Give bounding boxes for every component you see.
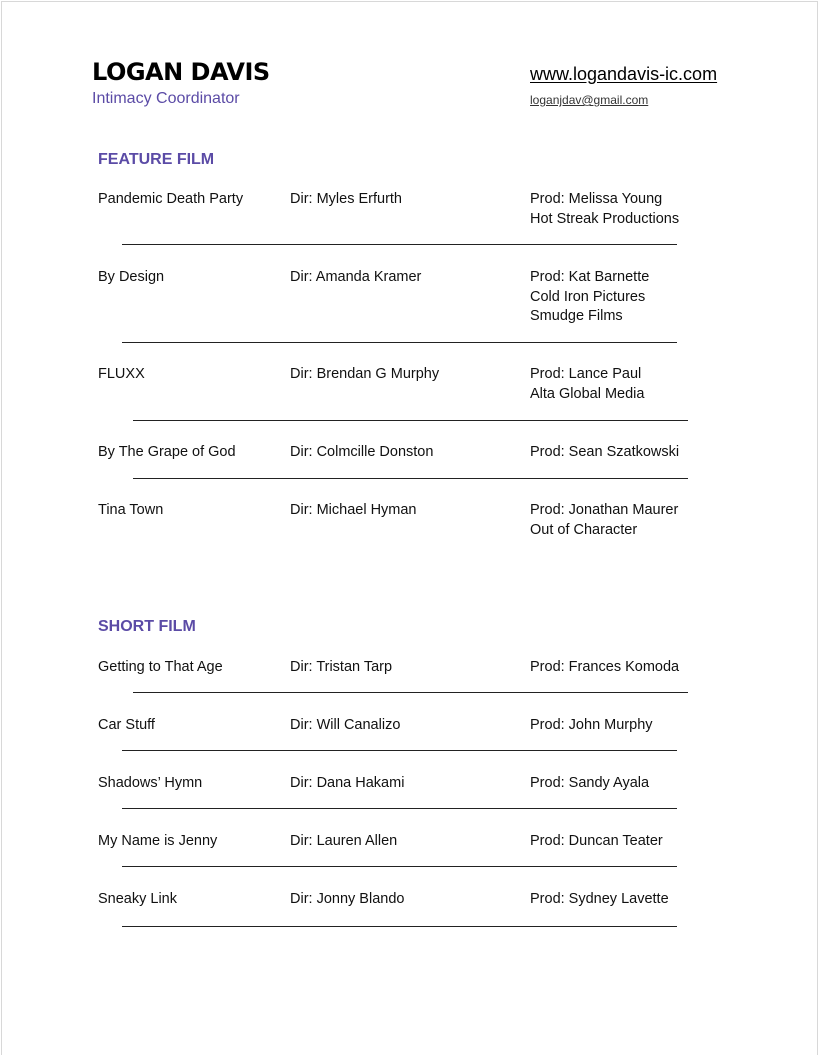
producer-line: Prod: Duncan Teater (530, 833, 663, 849)
credit-director: Dir: Will Canalizo (290, 717, 401, 733)
producer-line: Prod: Frances Komoda (530, 659, 680, 675)
credit-director: Dir: Amanda Kramer (290, 269, 422, 285)
credit-title: Pandemic Death Party (98, 191, 244, 207)
credit-producers (530, 890, 669, 910)
feature-film-heading: FEATURE FILM (98, 151, 215, 168)
credit-title: FLUXX (98, 366, 145, 382)
page-title: LOGAN DAVIS (92, 58, 270, 86)
separator-line (122, 342, 677, 343)
job-title: Intimacy Coordinator (92, 90, 240, 107)
credit-producers (530, 774, 649, 794)
credit-director: Dir: Tristan Tarp (290, 659, 393, 675)
credit-producers (530, 268, 649, 327)
producer-line: Prod: Jonathan Maurer (530, 502, 679, 518)
credit-director: Dir: Brendan G Murphy (290, 366, 440, 382)
separator-line (122, 244, 677, 245)
separator-line (133, 478, 688, 479)
producer-line: Prod: Sandy Ayala (530, 775, 650, 791)
credit-producers (530, 443, 679, 463)
credit-producers (530, 365, 644, 404)
credit-title: Tina Town (98, 502, 164, 518)
separator-line (122, 866, 677, 867)
producer-line: Cold Iron Pictures (530, 288, 646, 305)
producer-line: Prod: Sean Szatkowski (530, 444, 680, 460)
credit-director: Dir: Colmcille Donston (290, 444, 434, 460)
credit-director: Dir: Lauren Allen (290, 833, 398, 849)
producer-line: Smudge Films (530, 308, 623, 324)
producer-line: Prod: John Murphy (530, 717, 653, 733)
producer-line: Prod: Sydney Lavette (530, 891, 669, 907)
credit-producers (530, 501, 678, 540)
website-link[interactable]: www.logandavis-ic.com (530, 64, 718, 84)
credit-producers (530, 658, 679, 678)
credit-producers (530, 716, 653, 736)
producer-line: Prod: Lance Paul (530, 366, 642, 382)
credit-director: Dir: Michael Hyman (290, 502, 417, 518)
producer-line: Alta Global Media (530, 385, 645, 402)
separator-line (133, 420, 688, 421)
email-link[interactable]: loganjdav@gmail.com (530, 93, 649, 107)
credit-title: Car Stuff (98, 717, 155, 733)
separator-line (122, 926, 677, 927)
separator-line (133, 692, 688, 693)
credit-producers (530, 190, 679, 229)
credit-title: Sneaky Link (98, 891, 177, 907)
credit-title: By The Grape of God (98, 444, 236, 460)
separator-line (122, 750, 677, 751)
producer-line: Hot Streak Productions (530, 210, 680, 227)
credit-producers (530, 832, 663, 852)
producer-line: Prod: Melissa Young (530, 191, 663, 207)
separator-line (122, 808, 677, 809)
short-film-heading: SHORT FILM (98, 618, 196, 635)
producer-line: Prod: Kat Barnette (530, 269, 650, 285)
producer-line: Out of Character (530, 521, 638, 538)
credit-director: Dir: Myles Erfurth (290, 191, 402, 207)
credit-director: Dir: Dana Hakami (290, 775, 405, 791)
credit-title: By Design (98, 269, 165, 285)
credit-title: Shadows’ Hymn (98, 775, 203, 791)
credit-title: Getting to That Age (98, 659, 223, 675)
credit-title: My Name is Jenny (98, 833, 218, 849)
credit-director: Dir: Jonny Blando (290, 891, 405, 907)
